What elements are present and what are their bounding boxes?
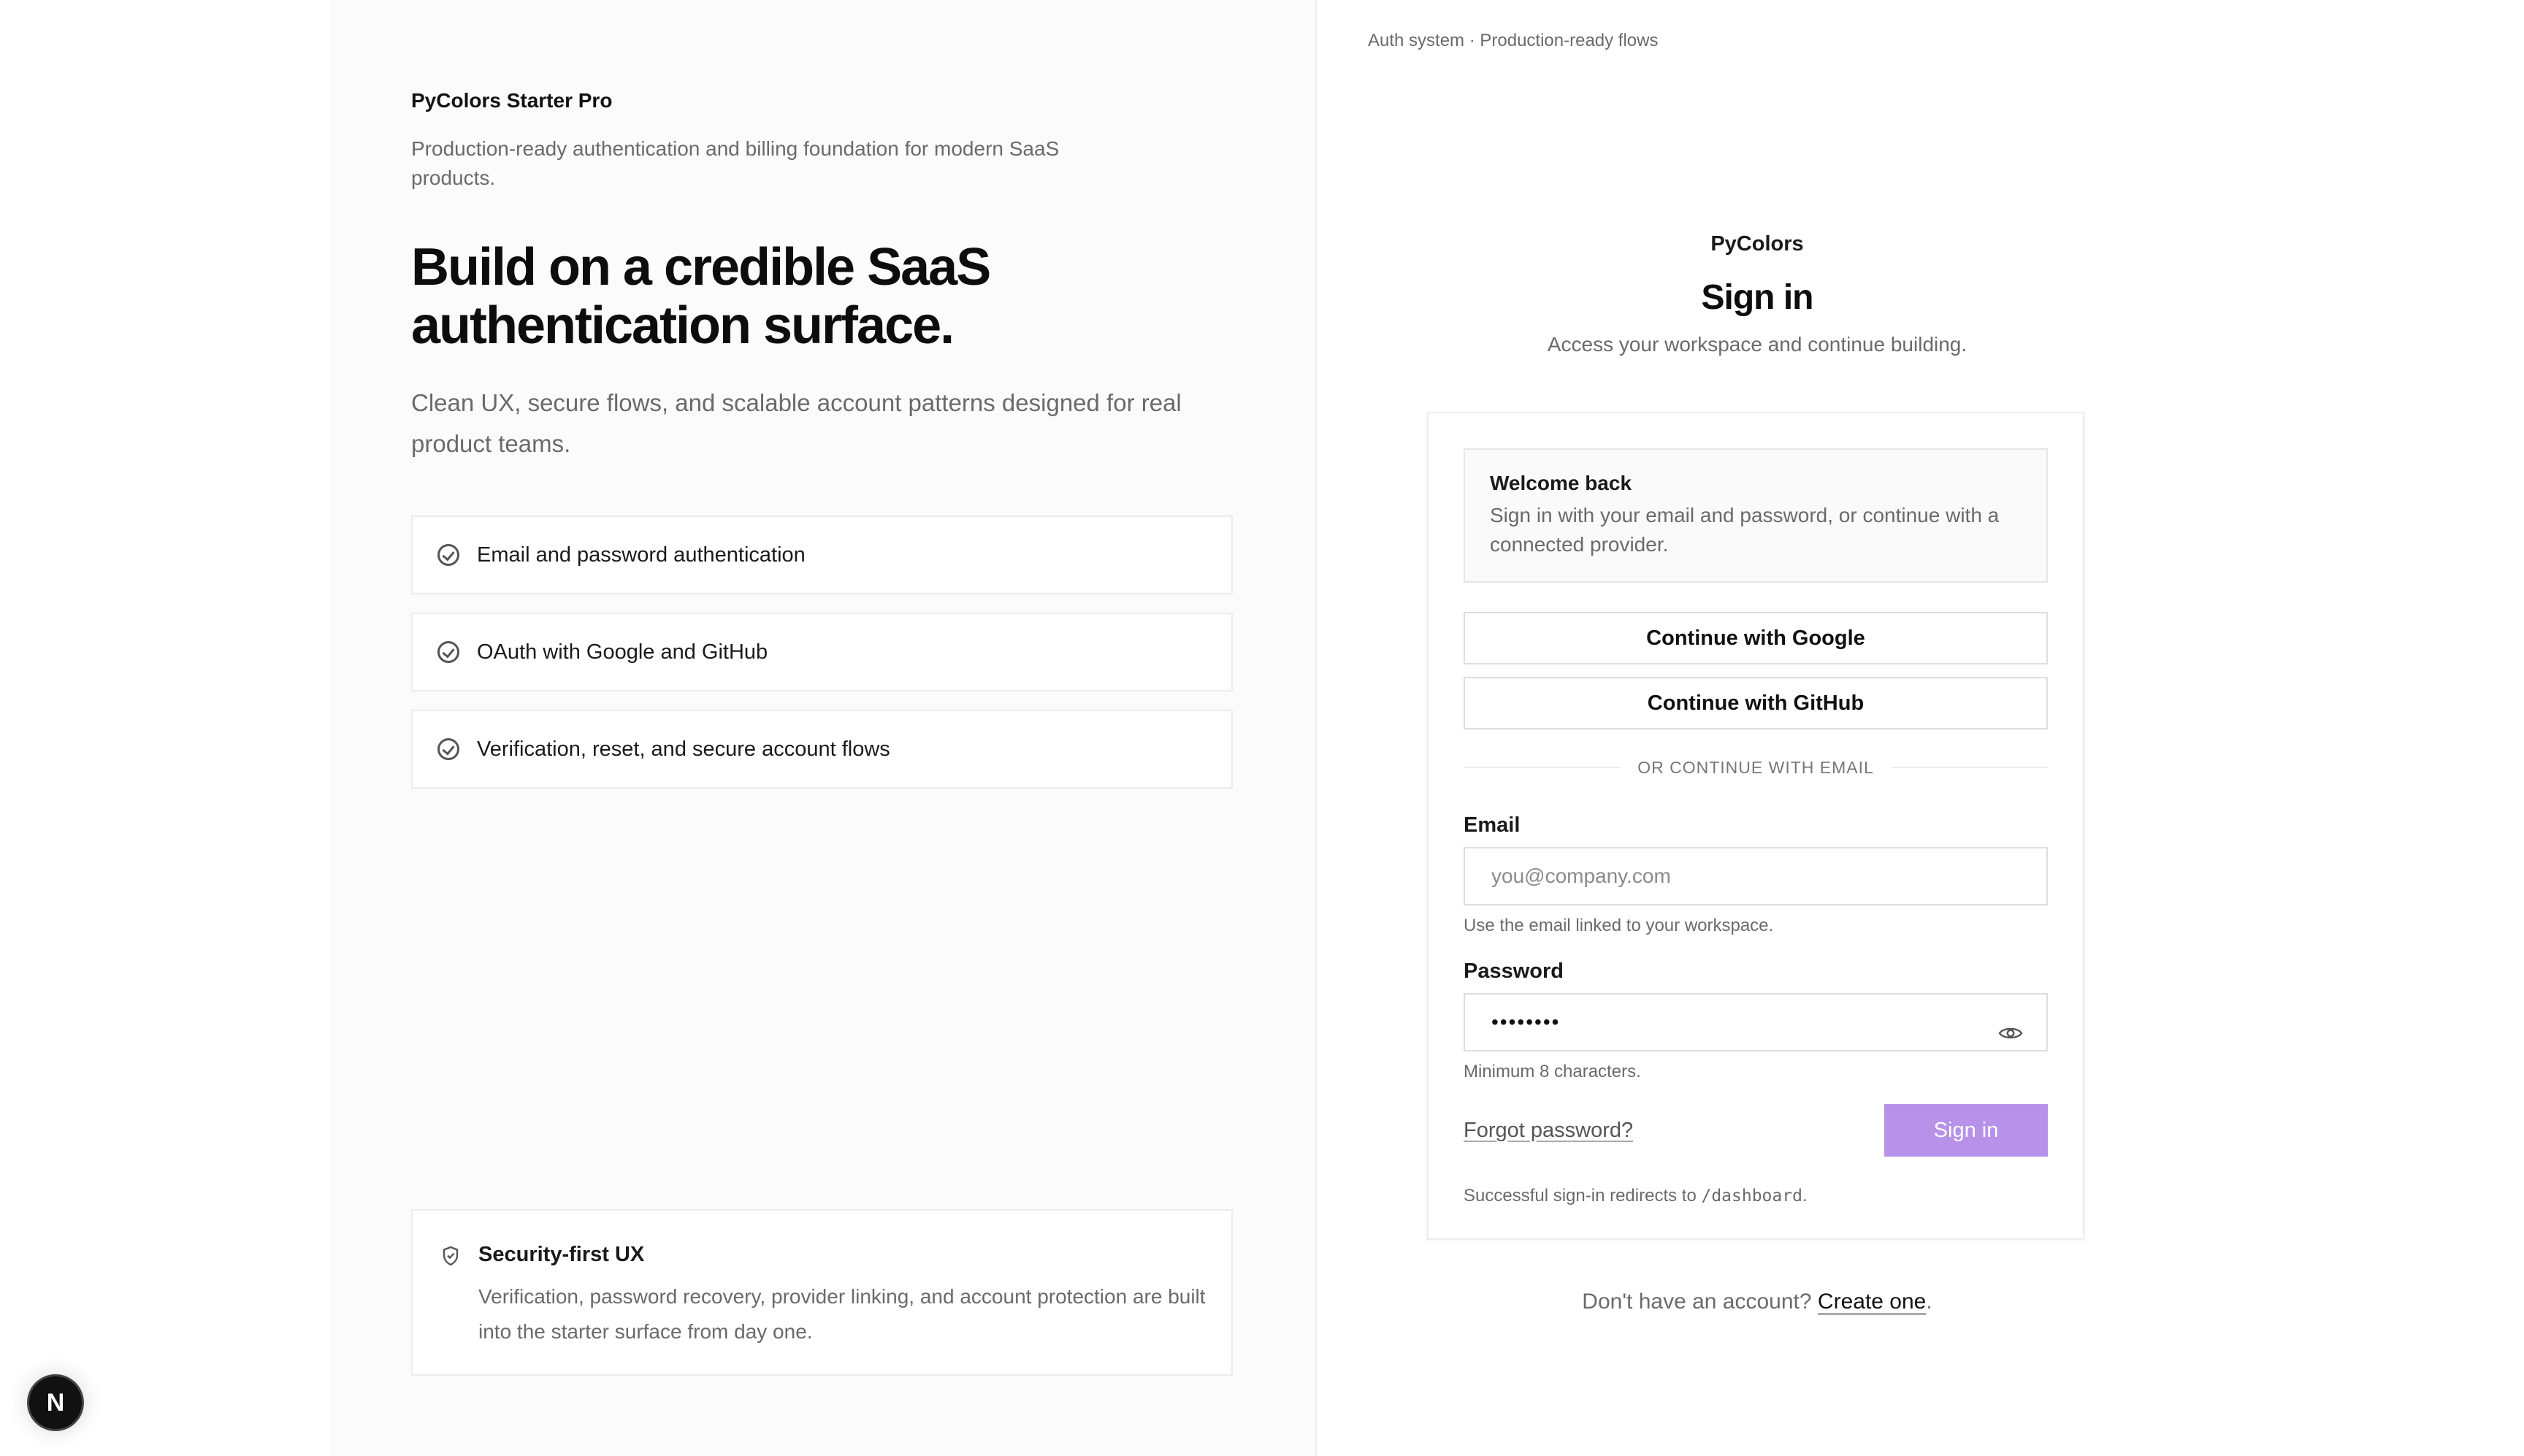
eye-icon[interactable] [1998,1025,2023,1041]
signup-prompt-row [1429,1290,2086,1314]
password-field[interactable] [1464,993,2048,1051]
security-title: Security-first UX [478,1243,645,1266]
password-hint: Minimum 8 characters. [1464,1062,1641,1081]
sign-in-card [1427,412,2084,1240]
nextjs-dev-badge[interactable]: N [27,1374,84,1431]
feature-label: Email and password authentication [477,543,806,567]
feature-label: OAuth with Google and GitHub [477,640,768,664]
welcome-callout [1464,448,2048,583]
password-label: Password [1464,959,1564,983]
forgot-password-link[interactable]: Forgot password? [1464,1119,1634,1142]
email-hint: Use the email linked to your workspace. [1464,916,1774,935]
continue-with-google-button[interactable]: Continue with Google [1464,612,2048,664]
continue-with-github-button[interactable]: Continue with GitHub [1464,677,2048,729]
brand-description: Production-ready authentication and billing foundation for modern SaaS products. [411,137,1060,189]
redirect-note [1464,1186,1808,1206]
check-circle-icon [437,641,459,663]
brand-name: PyColors Starter Pro [411,89,613,112]
security-card [411,1209,1233,1376]
redirect-suffix: . [1802,1186,1808,1206]
check-circle-icon [437,738,459,760]
feature-item-email-password [411,516,1233,594]
redirect-path: /dashboard [1701,1187,1802,1206]
welcome-title: Welcome back [1490,472,1632,494]
redirect-prefix: Successful sign-in redirects to [1464,1186,1702,1206]
hero-subtitle: Clean UX, secure flows, and scalable account patterns designed for real product teams. [411,389,1182,457]
page-subtitle: Access your workspace and continue building. [1547,333,1967,356]
check-circle-icon [437,544,459,566]
signup-suffix: . [1926,1290,1932,1314]
email-field[interactable] [1464,847,2048,905]
divider-text: OR CONTINUE WITH EMAIL [1637,757,1874,777]
welcome-text: Sign in with your email and password, or continue with a connected provider. [1490,504,2000,556]
create-account-link[interactable]: Create one [1817,1290,1927,1314]
divider-line [1464,767,1620,768]
marketing-panel [331,0,1317,1456]
divider-line [1892,767,2048,768]
auth-brand: PyColors [1710,232,1804,256]
email-label: Email [1464,813,1521,837]
feature-item-oauth [411,613,1233,691]
shield-icon [442,1246,459,1266]
feature-label: Verification, reset, and secure account flows [477,737,890,761]
breadcrumb: Auth system · Production-ready flows [1368,31,1659,50]
signup-prompt: Don't have an account? [1582,1290,1812,1314]
sign-in-button[interactable]: Sign in [1884,1104,2048,1157]
hero-title: Build on a credible SaaS authentication surface. [411,238,990,355]
divider [1464,756,2048,778]
security-text: Verification, password recovery, provider linking, and account protection are built into the starter surface from day one. [478,1285,1206,1343]
feature-item-verification [411,710,1233,789]
page-title: Sign in [1701,278,1813,317]
